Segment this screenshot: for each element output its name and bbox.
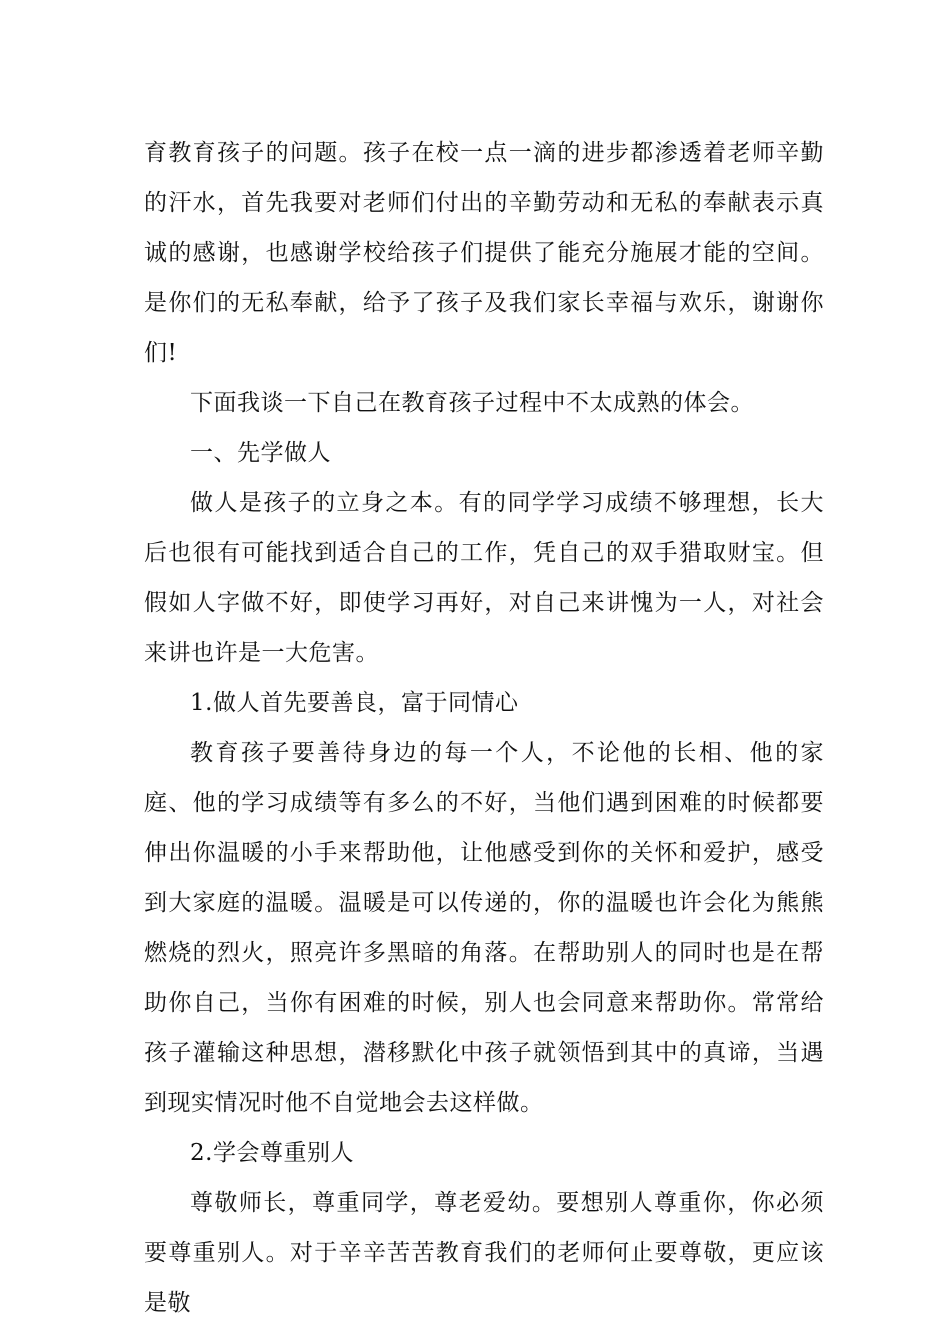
paragraph-body: 做人是孩子的立身之本。有的同学学习成绩不够理想，长大后也很有可能找到适合自己的工作，凭自己的双手猎取财宝。但假如人字做不好，即使学习再好，对自己来讲愧为一人，对社会来讲也许是一大危害。	[144, 490, 824, 666]
paragraph-continuation: 育教育孩子的问题。孩子在校一点一滴的进步都渗透着老师辛勤的汗水，首先我要对老师们付出的辛勤劳动和无私的奉献表示真诚的感谢，也感谢学校给孩子们提供了能充分施展才能的空间。是你们的无私奉献，给予了孩子及我们家长幸福与欢乐，谢谢你们!	[144, 140, 824, 366]
paragraph-body: 尊敬师长，尊重同学，尊老爱幼。要想别人尊重你，你必须要尊重别人。对于辛辛苦苦教育我们的老师何止要尊敬，更应该是敬	[144, 1190, 824, 1316]
document-body	[144, 128, 824, 1328]
paragraph-intro: 下面我谈一下自己在教育孩子过程中不太成熟的体会。	[190, 390, 754, 416]
subsection-heading-1: 1.做人首先要善良，富于同情心	[190, 690, 519, 716]
section-heading-1: 一、先学做人	[190, 440, 331, 466]
subsection-heading-2: 2.学会尊重别人	[190, 1140, 354, 1166]
paragraph-body: 教育孩子要善待身边的每一个人，不论他的长相、他的家庭、他的学习成绩等有多么的不好，当他们遇到困难的时候都要伸出你温暖的小手来帮助他，让他感受到你的关怀和爱护，感受到大家庭的温暖。温暖是可以传递的，你的温暖也许会化为熊熊燃烧的烈火，照亮许多黑暗的角落。在帮助别人的同时也是在帮助你自己，当你有困难的时候，别人也会同意来帮助你。常常给孩子灌输这种思想，潜移默化中孩子就领悟到其中的真谛，当遇到现实情况时他不自觉地会去这样做。	[144, 740, 824, 1116]
